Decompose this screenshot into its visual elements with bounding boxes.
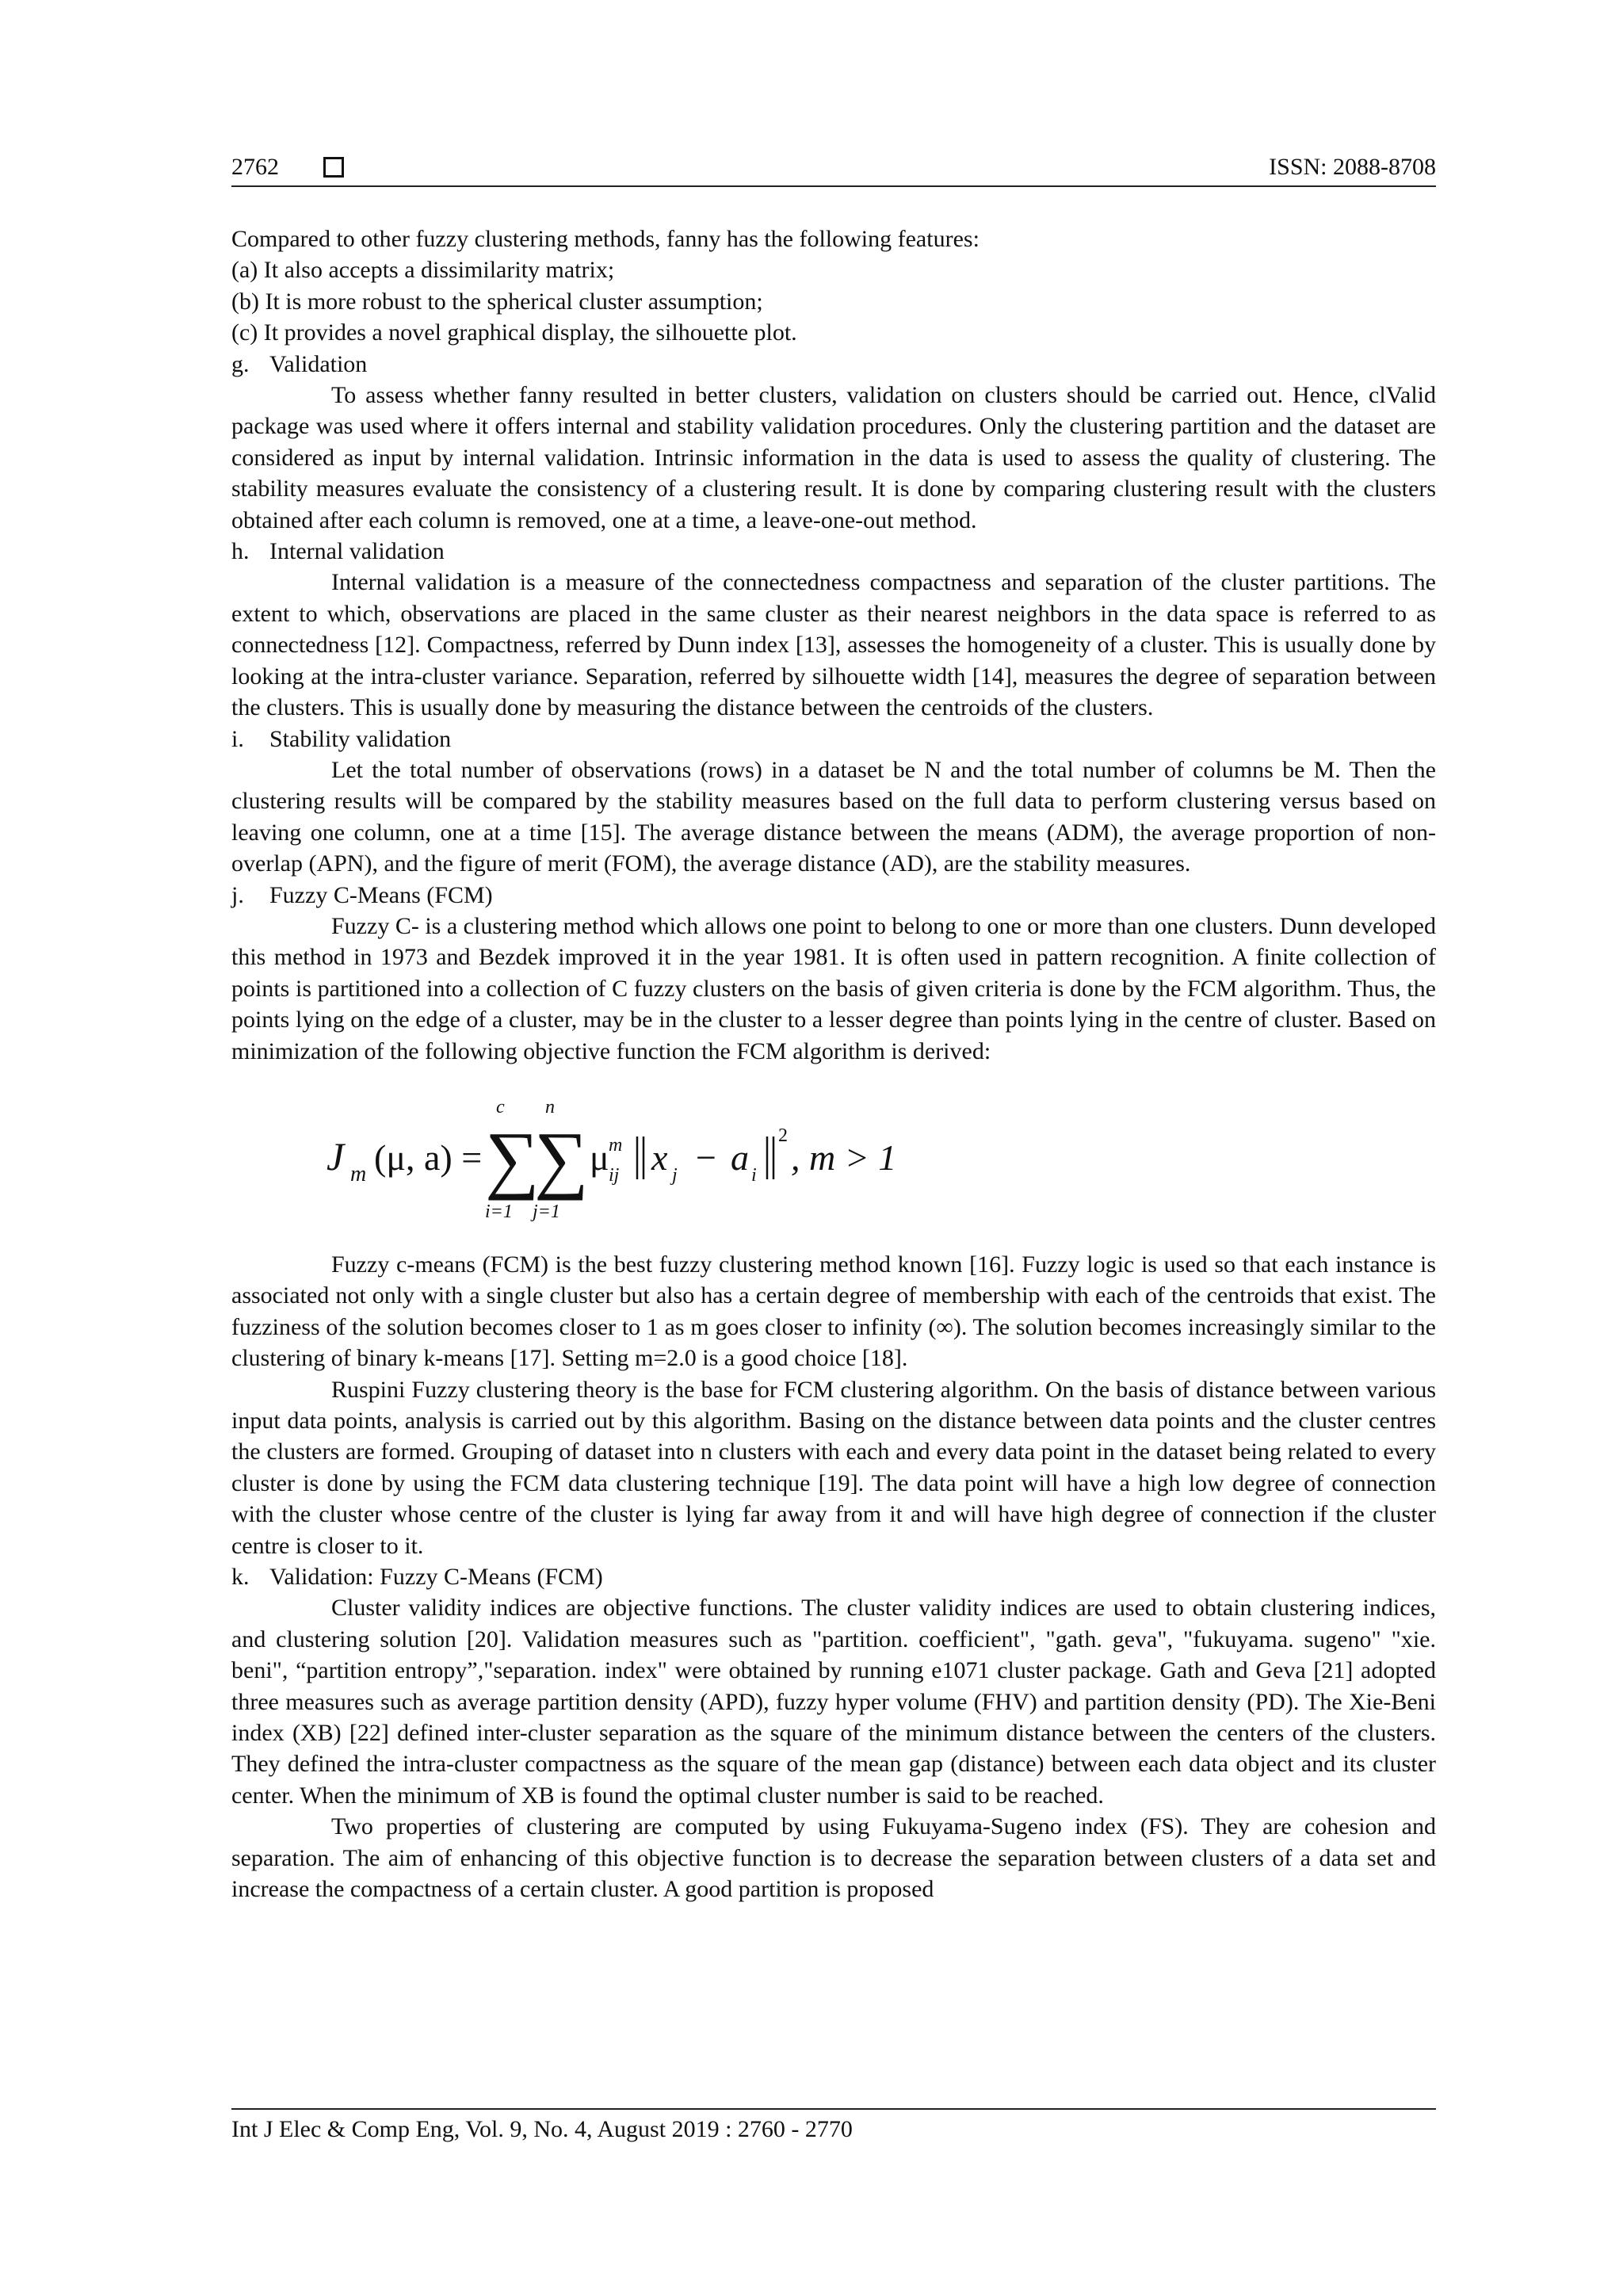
feature-item-b: (b) It is more robust to the spherical cluster assumption; — [231, 288, 763, 315]
eq-mu-sup: m — [609, 1134, 623, 1156]
eq-a-sub: i — [751, 1164, 757, 1186]
eq-J: J — [327, 1133, 345, 1179]
fcm-objective-equation — [231, 1067, 1436, 1249]
paragraph: Ruspini Fuzzy clustering theory is the base for FCM clustering algorithm. On the basis of distance between various input data points, analysis is carried out by this algorithm. Basing on the distance between data points and the cluster centres the clusters are formed. Grouping of dataset into n clusters with each and every data point in the dataset being related to every cluster is done by using the FCM data clustering technique [19]. The data point will have a high low degree of connection with the cluster whose centre of the cluster is lying far away from it and will have high degree of connection if the cluster centre is closer to it. — [231, 1376, 1436, 1559]
issn: ISSN: 2088-8708 — [1269, 154, 1436, 180]
equation-graphic — [327, 1081, 1103, 1240]
journal-citation: Int J Elec & Comp Eng, Vol. 9, No. 4, August 2019 : 2760 - 2770 — [231, 2116, 853, 2142]
section-heading-i: i. Stability validation — [231, 725, 452, 752]
eq-m-sub: m — [350, 1161, 367, 1186]
paragraph: Cluster validity indices are objective functions. The cluster validity indices are used to obtain clustering indices, and clustering solution [20]. Validation measures such as "partition. coefficient", "gath. geva", "fukuyama. sugeno" "xie. beni", “partition entropy”,"separation. index" were obtained by running e1071 cluster package. Gath and Geva [21] adopted three measures such as average partition density (APD), fuzzy hyper volume (FHV) and partition density (PD). The Xie-Beni index (XB) [22] defined inter-cluster separation as the square of the minimum distance between the centers of the clusters. They defined the intra-cluster compactness as the square of the mean gap (distance) between each data object and its cluster center. When the minimum of XB is found the optimal cluster number is said to be reached. — [231, 1595, 1436, 1809]
page-header — [231, 151, 1436, 187]
paragraph: Two properties of clustering are computed by using Fukuyama-Sugeno index (FS). They are cohesion and separation. The aim of enhancing of this objective function is to decrease the separation between clusters of a data set and increase the compactness of a certain cluster. A good partition is proposed — [231, 1813, 1436, 1903]
eq-x: x — [651, 1137, 668, 1178]
article-body — [231, 223, 1436, 1905]
eq-mu: μ — [590, 1137, 609, 1178]
paragraph: To assess whether fanny resulted in better clusters, validation on clusters should be carried out. Hence, clValid package was used where it offers internal and stability validation procedures. Only the clustering partition and the dataset are considered as input by internal validation. Intrinsic information in the data is used to assess the quality of clustering. The stability measures evaluate the consistency of a clustering result. It is done by comparing clustering result with the clusters obtained after each column is removed, one at a time, a leave-one-out method. — [231, 382, 1436, 533]
eq-args: (μ, a) = — [374, 1137, 483, 1178]
eq-square: 2 — [778, 1125, 788, 1146]
sum-sign-2: ∑ — [534, 1115, 589, 1201]
square-bullet-icon — [323, 157, 344, 178]
eq-sum1-bot: i=1 — [485, 1201, 513, 1222]
eq-minus: − — [696, 1137, 716, 1178]
eq-x-sub: j — [672, 1164, 678, 1186]
paragraph: Fuzzy C- is a clustering method which allows one point to belong to one or more than one clusters. Dunn developed this method in 1973 and Bezdek improved it in the year 1981. It is often used in pattern recognition. A finite collection of points is partitioned into a collection of C fuzzy clusters on the basis of given criteria is done by the FCM algorithm. Thus, the points lying on the edge of a cluster, may be in the cluster to a lesser degree than points lying in the centre of cluster. Based on minimization of the following objective function the FCM algorithm is derived: — [231, 912, 1436, 1064]
eq-condition: , m > 1 — [791, 1137, 897, 1178]
eq-a: a — [731, 1137, 749, 1178]
eq-sum1-top: c — [496, 1096, 505, 1117]
feature-item-c: (c) It provides a novel graphical display, the silhouette plot. — [231, 319, 797, 346]
section-heading-h: h. Internal validation — [231, 538, 445, 565]
paragraph: Fuzzy c-means (FCM) is the best fuzzy clustering method known [16]. Fuzzy logic is used so that each instance is associated not only with a single cluster but also has a certain degree of membership with each of the centroids that exist. The fuzziness of the solution becomes closer to 1 as m goes closer to infinity (∞). The solution becomes increasingly similar to the clustering of binary k-means [17]. Setting m=2.0 is a good choice [18]. — [231, 1251, 1436, 1372]
page-footer — [231, 2108, 1436, 2143]
section-heading-k: k. Validation: Fuzzy C-Means (FCM) — [231, 1564, 603, 1591]
eq-mu-sub: ij — [609, 1164, 620, 1186]
section-heading-g: g. Validation — [231, 350, 368, 377]
paragraph: Let the total number of observations (rows) in a dataset be N and the total number of columns be M. Then the clustering results will be compared by the stability measures based on the full data to perform clustering versus based on leaving one column, one at a time [15]. The average distance between the means (ADM), the average proportion of non-overlap (APN), and the figure of merit (FOM), the average distance (AD), are the stability measures. — [231, 756, 1436, 877]
paragraph: Internal validation is a measure of the connectedness compactness and separation of the cluster partitions. The extent to which, observations are placed in the same cluster as their nearest neighbors in the data space is referred to as connectedness [12]. Compactness, referred by Dunn index [13], assesses the homogeneity of a cluster. This is usually done by looking at the intra-cluster variance. Separation, referred by silhouette width [14], measures the degree of separation between the clusters. This is usually done by measuring the distance between the centroids of the clusters. — [231, 569, 1436, 721]
eq-sum2-bot: j=1 — [533, 1201, 560, 1222]
eq-sum2-top: n — [545, 1096, 555, 1117]
intro-line: Compared to other fuzzy clustering methods, fanny has the following features: — [231, 226, 980, 252]
feature-item-a: (a) It also accepts a dissimilarity matrix; — [231, 257, 615, 284]
section-heading-j: j. Fuzzy C-Means (FCM) — [231, 881, 493, 908]
page-number: 2762 — [231, 154, 279, 180]
sum-sign-1: ∑ — [485, 1115, 540, 1201]
